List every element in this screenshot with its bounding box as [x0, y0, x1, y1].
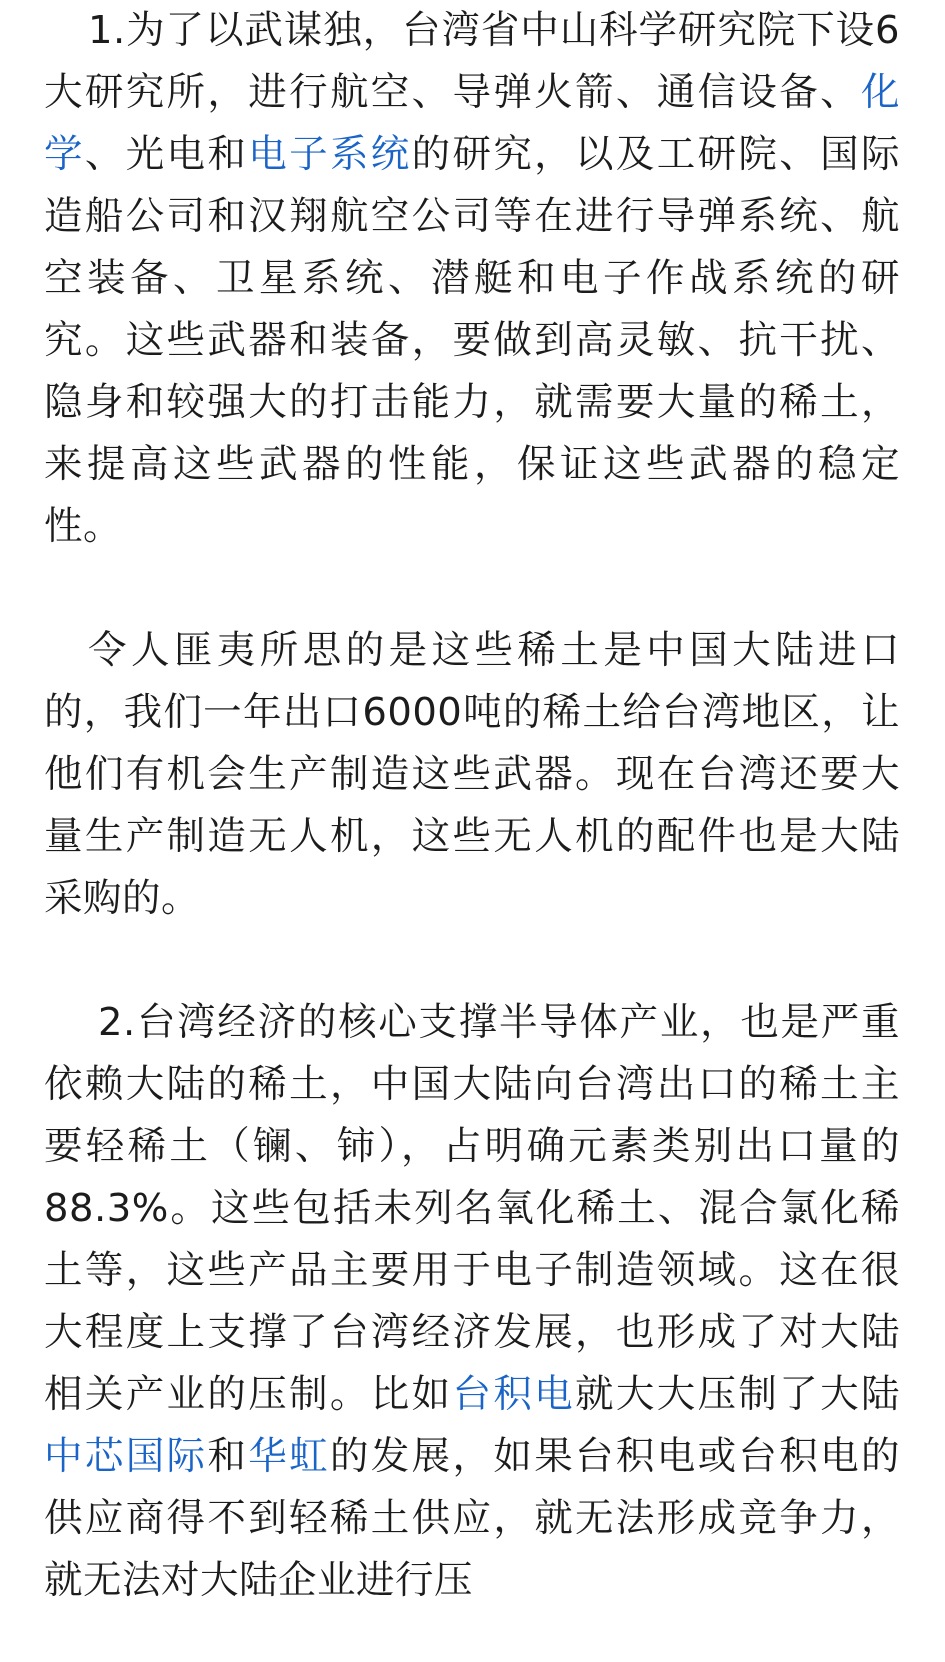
- paragraph-2: [44, 620, 900, 930]
- link-chemistry[interactable]: 化学: [44, 70, 900, 177]
- text-run: 、光电和: [84, 132, 249, 177]
- paragraph-3: [44, 992, 900, 1612]
- text-run: 令人匪夷所思的是这些稀土是中国大陆进口的，我们一年出口6000吨的稀土给台湾地区，让他们有机会生产制造这些武器。现在台湾还要大量生产制造无人机，这些无人机的配件也是大陆采购的。: [44, 628, 900, 921]
- link-electronic-systems[interactable]: 电子系统: [248, 132, 412, 177]
- link-smic[interactable]: 中芯国际: [44, 1434, 208, 1479]
- paragraph-1: [44, 0, 900, 558]
- text-run: 就大大压制了大陆: [575, 1372, 900, 1417]
- article-body: [44, 0, 900, 1612]
- text-run: 的发展，如果台积电或台积电的供应商得不到轻稀土供应，就无法形成竞争力，就无法对大陆企业进行压: [44, 1434, 900, 1603]
- link-tsmc[interactable]: 台积电: [452, 1372, 576, 1417]
- link-hua-hong[interactable]: 华虹: [248, 1434, 330, 1479]
- text-run: 和: [207, 1434, 249, 1479]
- text-run: 1.为了以武谋独，台湾省中山科学研究院下设6大研究所，进行航空、导弹火箭、通信设备、: [44, 8, 900, 115]
- text-run: 的研究，以及工研院、国际造船公司和汉翔航空公司等在进行导弹系统、航空装备、卫星系统、潜艇和电子作战系统的研究。这些武器和装备，要做到高灵敏、抗干扰、隐身和较强大的打击能力，就需要大量的稀土，来提高这些武器的性能，保证这些武器的稳定性。: [44, 132, 900, 549]
- text-run: 2.台湾经济的核心支撑半导体产业，也是严重依赖大陆的稀土，中国大陆向台湾出口的稀土主要轻稀土（镧、铈），占明确元素类别出口量的88.3%。这些包括未列名氧化稀土、混合氯化稀土等，这些产品主要用于电子制造领域。这在很大程度上支撑了台湾经济发展，也形成了对大陆相关产业的压制。比如: [44, 1000, 900, 1417]
